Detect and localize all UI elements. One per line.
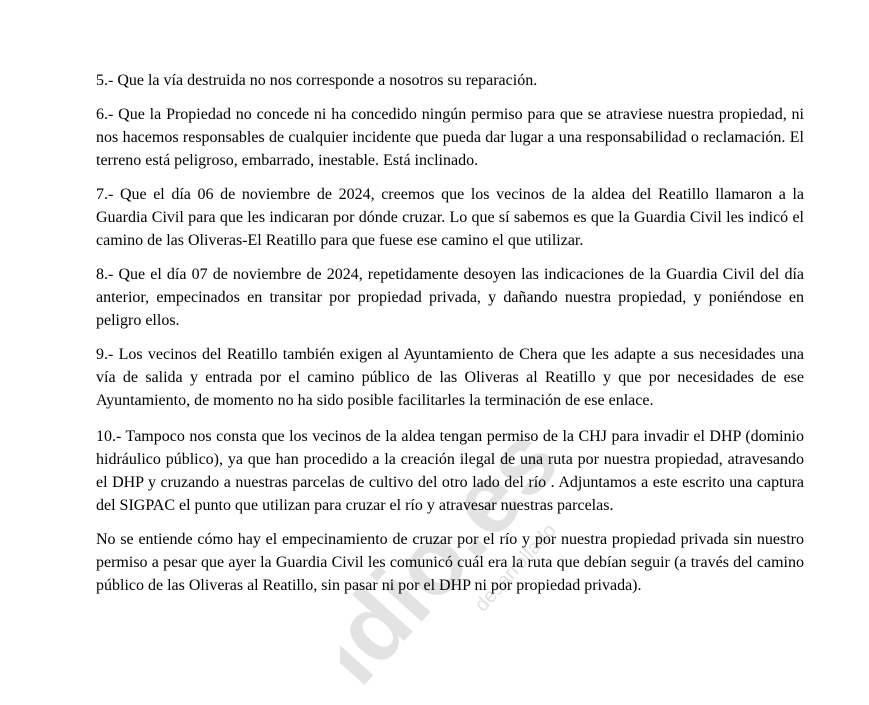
paragraph-9: 9.- Los vecinos del Reatillo también exigen al Ayuntamiento de Chera que les adapte a sus necesidades una vía de salida y entrada por el camino público de las Oliveras al Reatillo y que por necesidades de ese Ayuntamiento, de momento no ha sido posible facilitarles la terminación de ese enlace. xyxy=(96,346,804,409)
watermark-main-text: idio.es xyxy=(340,440,580,700)
paragraph-6: 6.- Que la Propiedad no concede ni ha concedido ningún permiso para que se atraviese nuestra propiedad, ni nos hacemos responsables de cualquier incidente que pueda dar lugar a una responsabilidad o reclamación. El terreno está peligroso, embarrado, inestable. Está inclinado. xyxy=(96,106,804,169)
paragraph-5: 5.- Que la vía destruida no nos corresponde a nosotros su reparación. xyxy=(96,72,538,89)
paragraph-closing: No se entiende cómo hay el empecinamiento de cruzar por el río y por nuestra propiedad privada sin nuestro permiso a pesar que ayer la Guardia Civil les comunicó cuál era la ruta que debían seguir (a través del camino público de las Oliveras al Reatillo, sin pasar ni por el DHP ni por propiedad privada). xyxy=(96,531,804,594)
paragraph-7: 7.- Que el día 06 de noviembre de 2024, creemos que los vecinos de la aldea del Reatillo llamaron a la Guardia Civil para que les indicaran por dónde cruzar. Lo que sí sabemos es que la Guardia Civil les indicó el camino de las Oliveras-El Reatillo para que fuese ese camino el que utilizar. xyxy=(96,186,804,249)
paragraph-8: 8.- Que el día 07 de noviembre de 2024, repetidamente desoyen las indicaciones de la Guardia Civil del día anterior, empecinados en transitar por propiedad privada, y dañando nuestra propiedad, y poniéndose en peligro ellos. xyxy=(96,266,804,329)
paragraph-10: 10.- Tampoco nos consta que los vecinos de la aldea tengan permiso de la CHJ para invadir el DHP (dominio hidráulico público), ya que han procedido a la creación ilegal de una ruta por nuestra propiedad, atravesando el DHP y cruzando a nuestras parcelas de cultivo del otro lado del río . Adjuntamos a este escrito una captura del SIGPAC el punto que utilizan para cruzar el río y atravesar nuestras parcelas. xyxy=(96,428,804,514)
document-body xyxy=(96,69,804,608)
watermark-sub-text: desarrollado xyxy=(470,519,561,617)
